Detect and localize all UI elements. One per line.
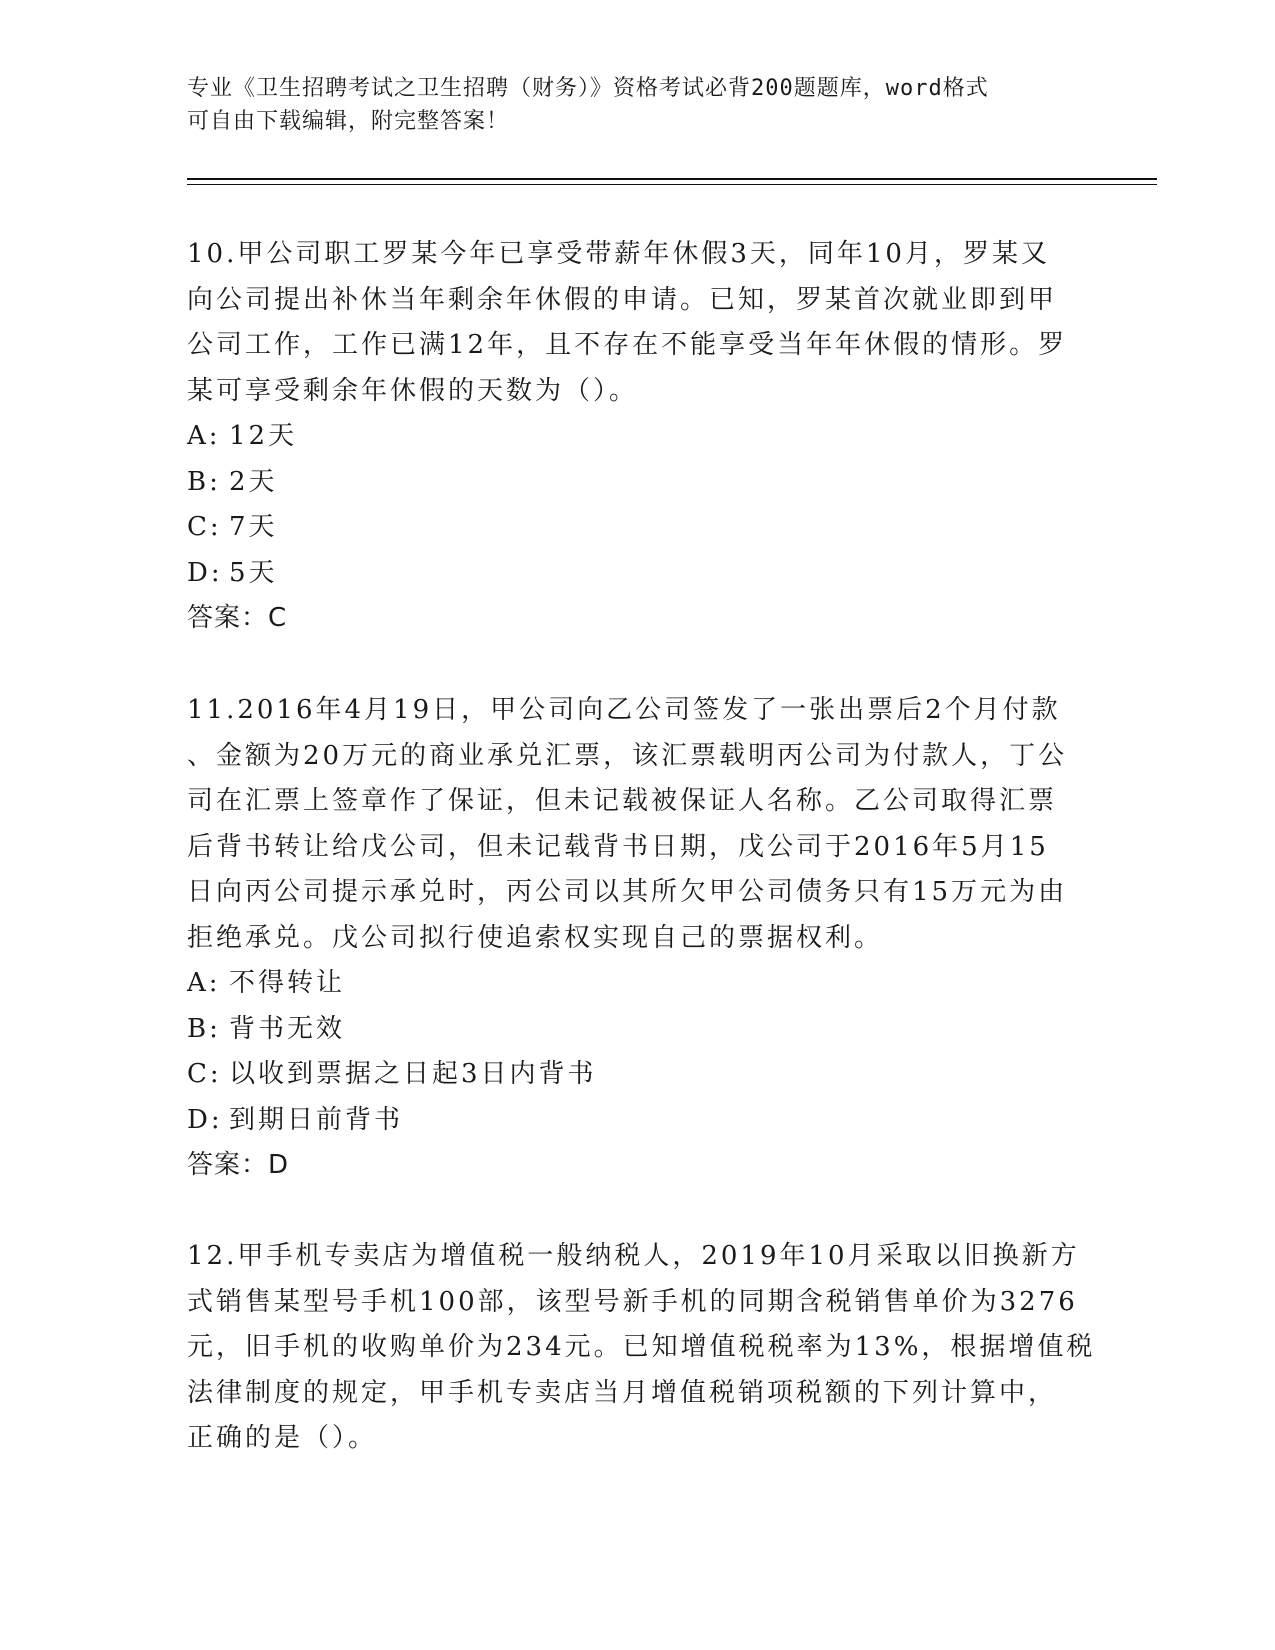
- question-text-line: 、金额为20万元的商业承兑汇票，该汇票载明丙公司为付款人，丁公: [187, 740, 1068, 771]
- question-text-line: 向公司提出补休当年剩余年休假的申请。已知，罗某首次就业即到甲: [187, 284, 1058, 315]
- option-d: [187, 1098, 1087, 1144]
- option-text: 5天: [229, 557, 278, 588]
- question-text-line: 某可享受剩余年休假的天数为（）。: [187, 375, 639, 406]
- option-a: [187, 414, 1087, 460]
- question-12: [187, 1234, 1096, 1462]
- option-text: 12天: [229, 421, 298, 451]
- answer-line: 答案：D: [187, 1150, 290, 1180]
- option-d: [187, 551, 1087, 597]
- option-key: B:: [187, 466, 221, 497]
- header-divider-thin: [187, 184, 1157, 185]
- option-text: 背书无效: [229, 1013, 346, 1044]
- question-text-line: 11.2016年4月19日，甲公司向乙公司签发了一张出票后2个月付款: [187, 695, 1061, 725]
- option-b: [187, 460, 1087, 506]
- option-key: C:: [187, 1059, 222, 1089]
- question-text-line: 式销售某型号手机100部，该型号新手机的同期含税销售单价为3276: [187, 1286, 1078, 1317]
- question-10: [187, 232, 1087, 642]
- question-text-line: 法律制度的规定，甲手机专卖店当月增值税销项税额的下列计算中，: [187, 1377, 1058, 1408]
- answer-line: 答案：C: [187, 603, 288, 633]
- option-key: D:: [187, 1104, 223, 1135]
- option-text: 7天: [229, 512, 278, 542]
- option-c: [187, 1052, 1087, 1098]
- option-key: D:: [187, 557, 223, 588]
- header-divider-thick: [187, 178, 1157, 180]
- option-key: C:: [187, 512, 222, 542]
- option-text: 以收到票据之日起3日内背书: [229, 1059, 597, 1089]
- header-title-line-1: 专业《卫生招聘考试之卫生招聘（财务）》资格考试必背200题题库，word格式: [187, 76, 989, 101]
- document-header: [187, 72, 1087, 138]
- header-title-line-2: 可自由下载编辑，附完整答案！: [187, 109, 510, 134]
- question-text-line: 元，旧手机的收购单价为234元。已知增值税税率为13%，根据增值税: [187, 1332, 1096, 1362]
- question-text-line: 12.甲手机专卖店为增值税一般纳税人，2019年10月采取以旧换新方: [187, 1241, 1080, 1271]
- option-text: 不得转让: [229, 968, 346, 998]
- option-text: 2天: [229, 466, 278, 497]
- question-text-line: 10.甲公司职工罗某今年已享受带薪年休假3天，同年10月，罗某又: [187, 239, 1050, 269]
- question-11: [187, 688, 1087, 1189]
- question-text-line: 正确的是（）。: [187, 1423, 378, 1453]
- question-text-line: 司在汇票上签章作了保证，但未记载被保证人名称。乙公司取得汇票: [187, 786, 1058, 816]
- option-text: 到期日前背书: [229, 1104, 404, 1135]
- option-key: B:: [187, 1013, 221, 1044]
- option-key: A:: [187, 968, 221, 998]
- option-key: A:: [187, 421, 221, 451]
- question-text-line: 后背书转让给戊公司，但未记载背书日期，戊公司于2016年5月15: [187, 831, 1049, 862]
- option-b: [187, 1007, 1087, 1053]
- option-c: [187, 505, 1087, 551]
- question-text-line: 公司工作，工作已满12年，且不存在不能享受当年年休假的情形。罗: [187, 330, 1068, 360]
- question-text-line: 拒绝承兑。戊公司拟行使追索权实现自己的票据权利。: [187, 922, 884, 953]
- option-a: [187, 961, 1087, 1007]
- question-text-line: 日向丙公司提示承兑时，丙公司以其所欠甲公司债务只有15万元为由: [187, 877, 1068, 907]
